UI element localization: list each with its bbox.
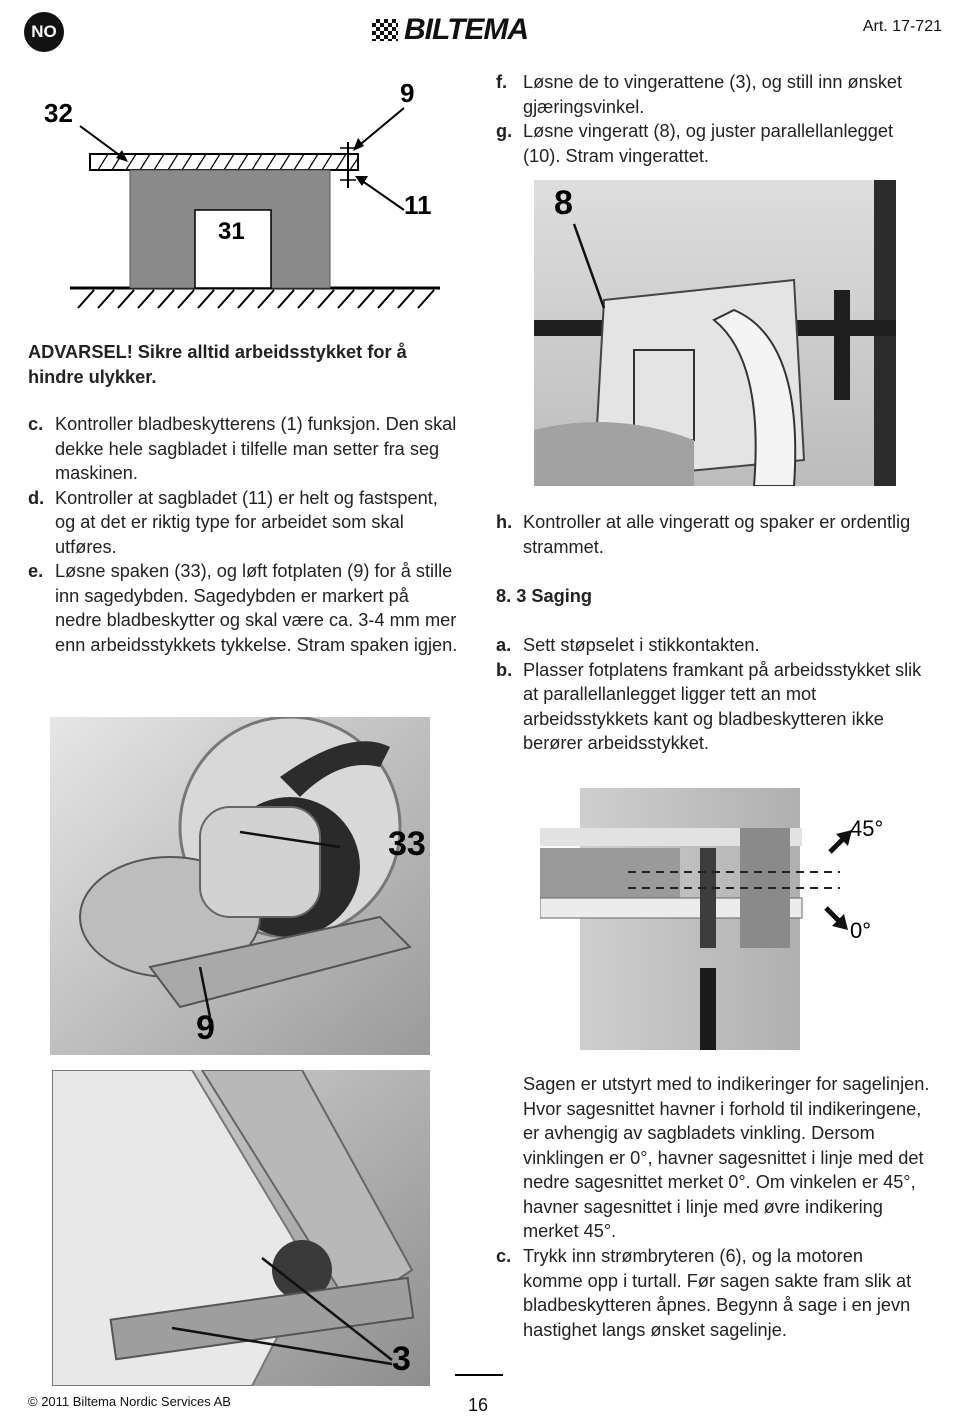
callout-9-photo: 9 [196,1009,215,1047]
item-label: g. [496,121,513,141]
page-header [0,0,960,64]
label-0-degrees: 0° [850,918,872,943]
figure-bevel-knob-photo [52,1070,430,1386]
label-45-degrees: 45° [850,816,884,841]
list-item [496,119,926,168]
item-text: Plasser fotplatens framkant på arbeidsstykket slik at parallellanlegget ligger tett an mot arbeidsstykkets kant og bladbeskytteren ikke berører arbeidsstykket. [523,659,922,753]
page-number: 16 [468,1395,489,1415]
item-text: Løsne de to vingerattene (3), og still inn ønsket gjæringsvinkel. [523,72,903,117]
list-item [496,1244,926,1342]
callout-8: 8 [554,184,573,222]
list-item [28,486,458,560]
item-label: b. [496,659,513,680]
right-instruction-list-top [496,70,926,168]
callout-33: 33 [388,825,426,863]
copyright-text: © 2011 Biltema Nordic Services AB [28,1394,231,1409]
item-text: Løsne vingeratt (8), og juster parallellanlegget (10). Stram vingerattet. [523,121,894,166]
callout-3: 3 [392,1340,411,1378]
list-item [28,412,458,486]
item-text: Løsne spaken (33), og løft fotplaten (9) for å stille inn sagedybden. Sagedybden er markert på nedre bladbeskytter og skal være ca. 3-4 mm mer enn arbeidsstykkets tykkelse. Stram spaken igjen. [55,561,458,655]
item-text: Sett støpselet i stikkontakten. [523,635,760,655]
callout-32: 32 [44,98,73,128]
checker-flag-icon [372,19,398,41]
figure-depth-lever-photo [50,717,430,1055]
item-label: f. [496,72,508,92]
item-text: Kontroller bladbeskytterens (1) funksjon. Den skal dekke hele sagbladet i tilfelle man setter fra seg maskinen. [55,414,457,483]
item-label: e. [28,561,44,581]
callout-11: 11 [404,190,432,220]
list-item [496,633,936,658]
item-label: c. [496,1246,512,1266]
item-h [496,510,926,559]
callout-31: 31 [218,218,245,245]
section-heading: 8. 3 Saging [496,586,593,606]
list-item [496,658,936,756]
list-item [496,510,926,559]
item-c-right [496,1244,926,1342]
brand-logo [372,14,584,46]
brand-name: BILTEMA [404,13,529,46]
right-instruction-list-mid [496,633,936,756]
item-label: h. [496,512,513,532]
item-text: Trykk inn strømbryteren (6), og la motoren komme opp i turtall. Før sagen sakte fram slik at bladbeskytteren åpnes. Begynn å sage i en jevn hastighet langs ønsket sagelinje. [523,1246,912,1340]
article-number: Art. 17-721 [862,18,942,35]
list-item [28,559,458,657]
figure-cut-indicator [540,788,902,1050]
language-badge: NO [24,12,64,52]
indicator-description: Sagen er utstyrt med to indikeringer for sagelinjen. Hvor sagesnittet havner i forhold til indikeringene, er avhengig av sagbladets vinkling. Dersom vinklingen er 0°, havner sagesnittet i linje med det nedre sagesnittet merket 0°. Om vinkelen er 45°, havner sagesnittet i linje med øvre indikering merket 45°. [523,1074,930,1241]
figure-depth-diagram [40,76,450,316]
item-text: Kontroller at sagbladet (11) er helt og fastspent, og at det er riktig type for arbeidet som skal utføres. [55,487,438,557]
item-label: d. [28,487,45,508]
callout-9: 9 [400,78,415,108]
page-divider [455,1374,503,1376]
item-label: a. [496,635,512,655]
item-text: Kontroller at alle vingeratt og spaker er ordentlig strammet. [523,512,911,557]
warning-text: ADVARSEL! Sikre alltid arbeidsstykket for å hindre ulykker. [28,342,407,387]
figure-parallel-guide-photo [534,180,896,486]
list-item [496,70,926,119]
left-instruction-list [28,412,458,657]
item-label: c. [28,414,44,434]
